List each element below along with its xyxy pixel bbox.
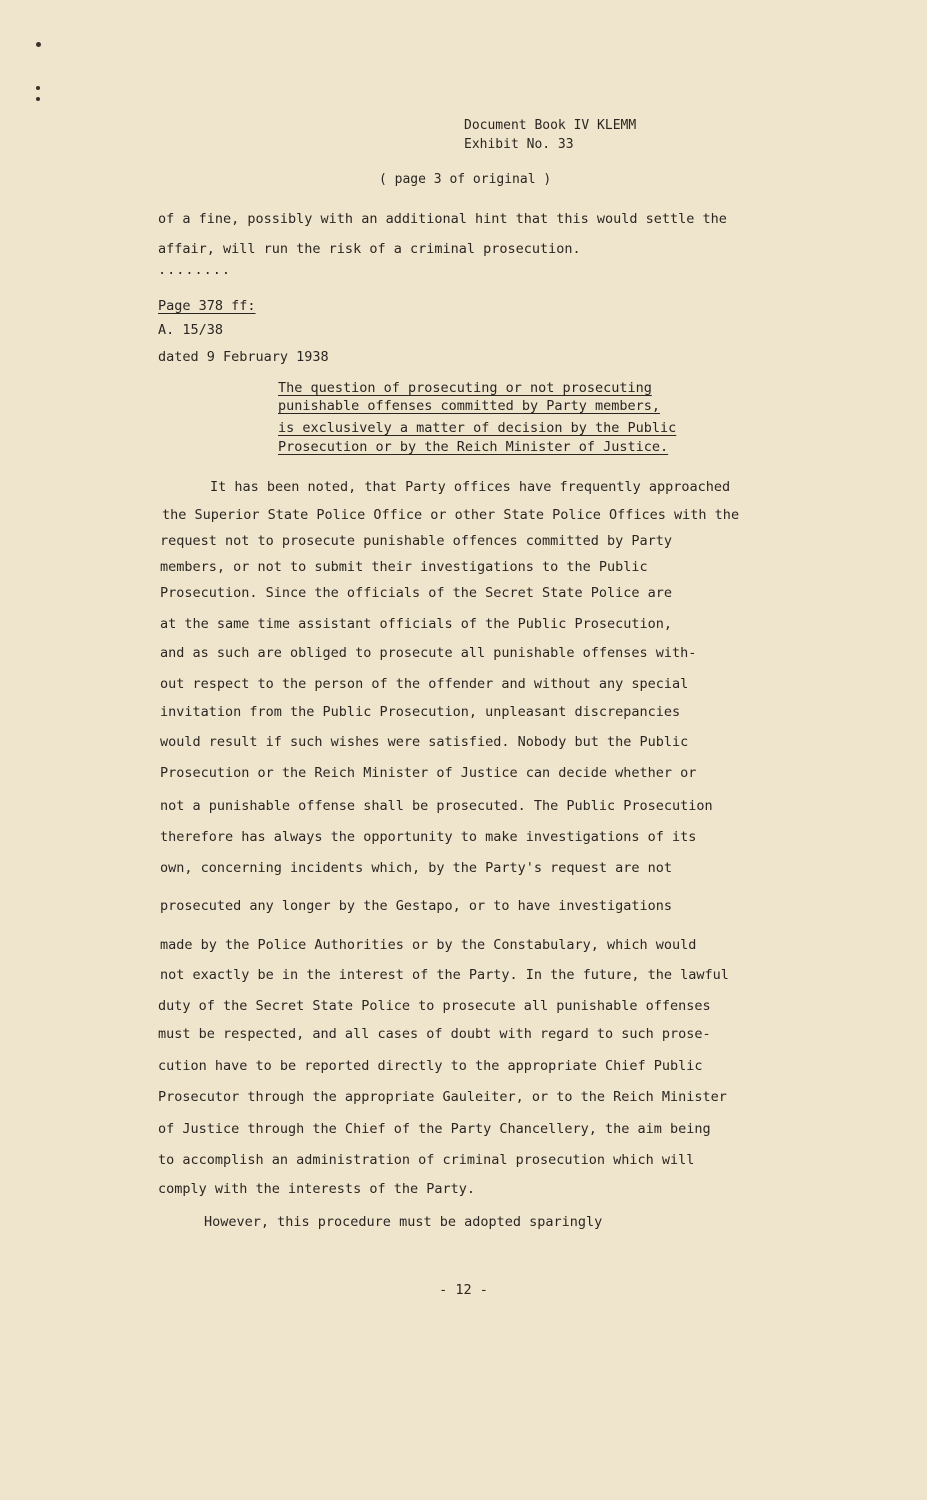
margin-dot [36, 97, 40, 101]
document-header [464, 116, 636, 154]
ellipsis-mark: ........ [158, 262, 232, 278]
body-line: to accomplish an administration of criminal prosecution which will [158, 1152, 695, 1168]
reference-number: A. 15/38 [158, 322, 224, 338]
body-line: not exactly be in the interest of the Party. In the future, the lawful [160, 967, 729, 983]
body-line: made by the Police Authorities or by the Constabulary, which would [160, 937, 697, 953]
body-line: invitation from the Public Prosecution, unpleasant discrepancies [160, 704, 681, 720]
body-line: prosecuted any longer by the Gestapo, or to have investigations [160, 898, 673, 914]
reference-date: dated 9 February 1938 [158, 349, 329, 365]
body-line: must be respected, and all cases of doubt with regard to such prose- [158, 1026, 711, 1042]
margin-dot [36, 86, 40, 90]
text-line: of a fine, possibly with an additional hint that this would settle the [158, 211, 727, 227]
text-line: affair, will run the risk of a criminal prosecution. [158, 241, 581, 257]
body-line: at the same time assistant officials of the Public Prosecution, [160, 616, 673, 632]
subject-line: is exclusively a matter of decision by the Public [278, 420, 677, 436]
margin-dot [36, 42, 41, 47]
body-line: cution have to be reported directly to the appropriate Chief Public [158, 1058, 703, 1074]
body-line: of Justice through the Chief of the Party Chancellery, the aim being [158, 1121, 711, 1137]
body-line: out respect to the person of the offender and without any special [160, 676, 689, 692]
body-line: and as such are obliged to prosecute all punishable offenses with- [160, 645, 697, 661]
body-line: therefore has always the opportunity to make investigations of its [160, 829, 697, 845]
exhibit-number: Exhibit No. 33 [464, 137, 574, 152]
page-number: - 12 - [439, 1282, 488, 1298]
body-line: members, or not to submit their investigations to the Public [160, 559, 648, 575]
body-line: Prosecution or the Reich Minister of Justice can decide whether or [160, 765, 697, 781]
body-line: It has been noted, that Party offices have frequently approached [210, 479, 731, 495]
original-page-reference: ( page 3 of original ) [379, 172, 552, 187]
body-line: the Superior State Police Office or other State Police Offices with the [162, 507, 740, 523]
subject-line: The question of prosecuting or not prosecuting [278, 380, 652, 396]
subject-line: punishable offenses committed by Party members, [278, 398, 661, 414]
body-line: would result if such wishes were satisfied. Nobody but the Public [160, 734, 689, 750]
body-line: Prosecutor through the appropriate Gauleiter, or to the Reich Minister [158, 1089, 727, 1105]
body-line: However, this procedure must be adopted sparingly [204, 1214, 603, 1230]
page-reference: Page 378 ff: [158, 298, 256, 314]
body-line: Prosecution. Since the officials of the Secret State Police are [160, 585, 673, 601]
body-line: comply with the interests of the Party. [158, 1181, 475, 1197]
body-line: request not to prosecute punishable offences committed by Party [160, 533, 673, 549]
body-line: own, concerning incidents which, by the Party's request are not [160, 860, 673, 876]
subject-line: Prosecution or by the Reich Minister of Justice. [278, 439, 669, 455]
body-line: not a punishable offense shall be prosecuted. The Public Prosecution [160, 798, 713, 814]
document-book-label: Document Book IV KLEMM [464, 118, 637, 133]
body-line: duty of the Secret State Police to prosecute all punishable offenses [158, 998, 711, 1014]
